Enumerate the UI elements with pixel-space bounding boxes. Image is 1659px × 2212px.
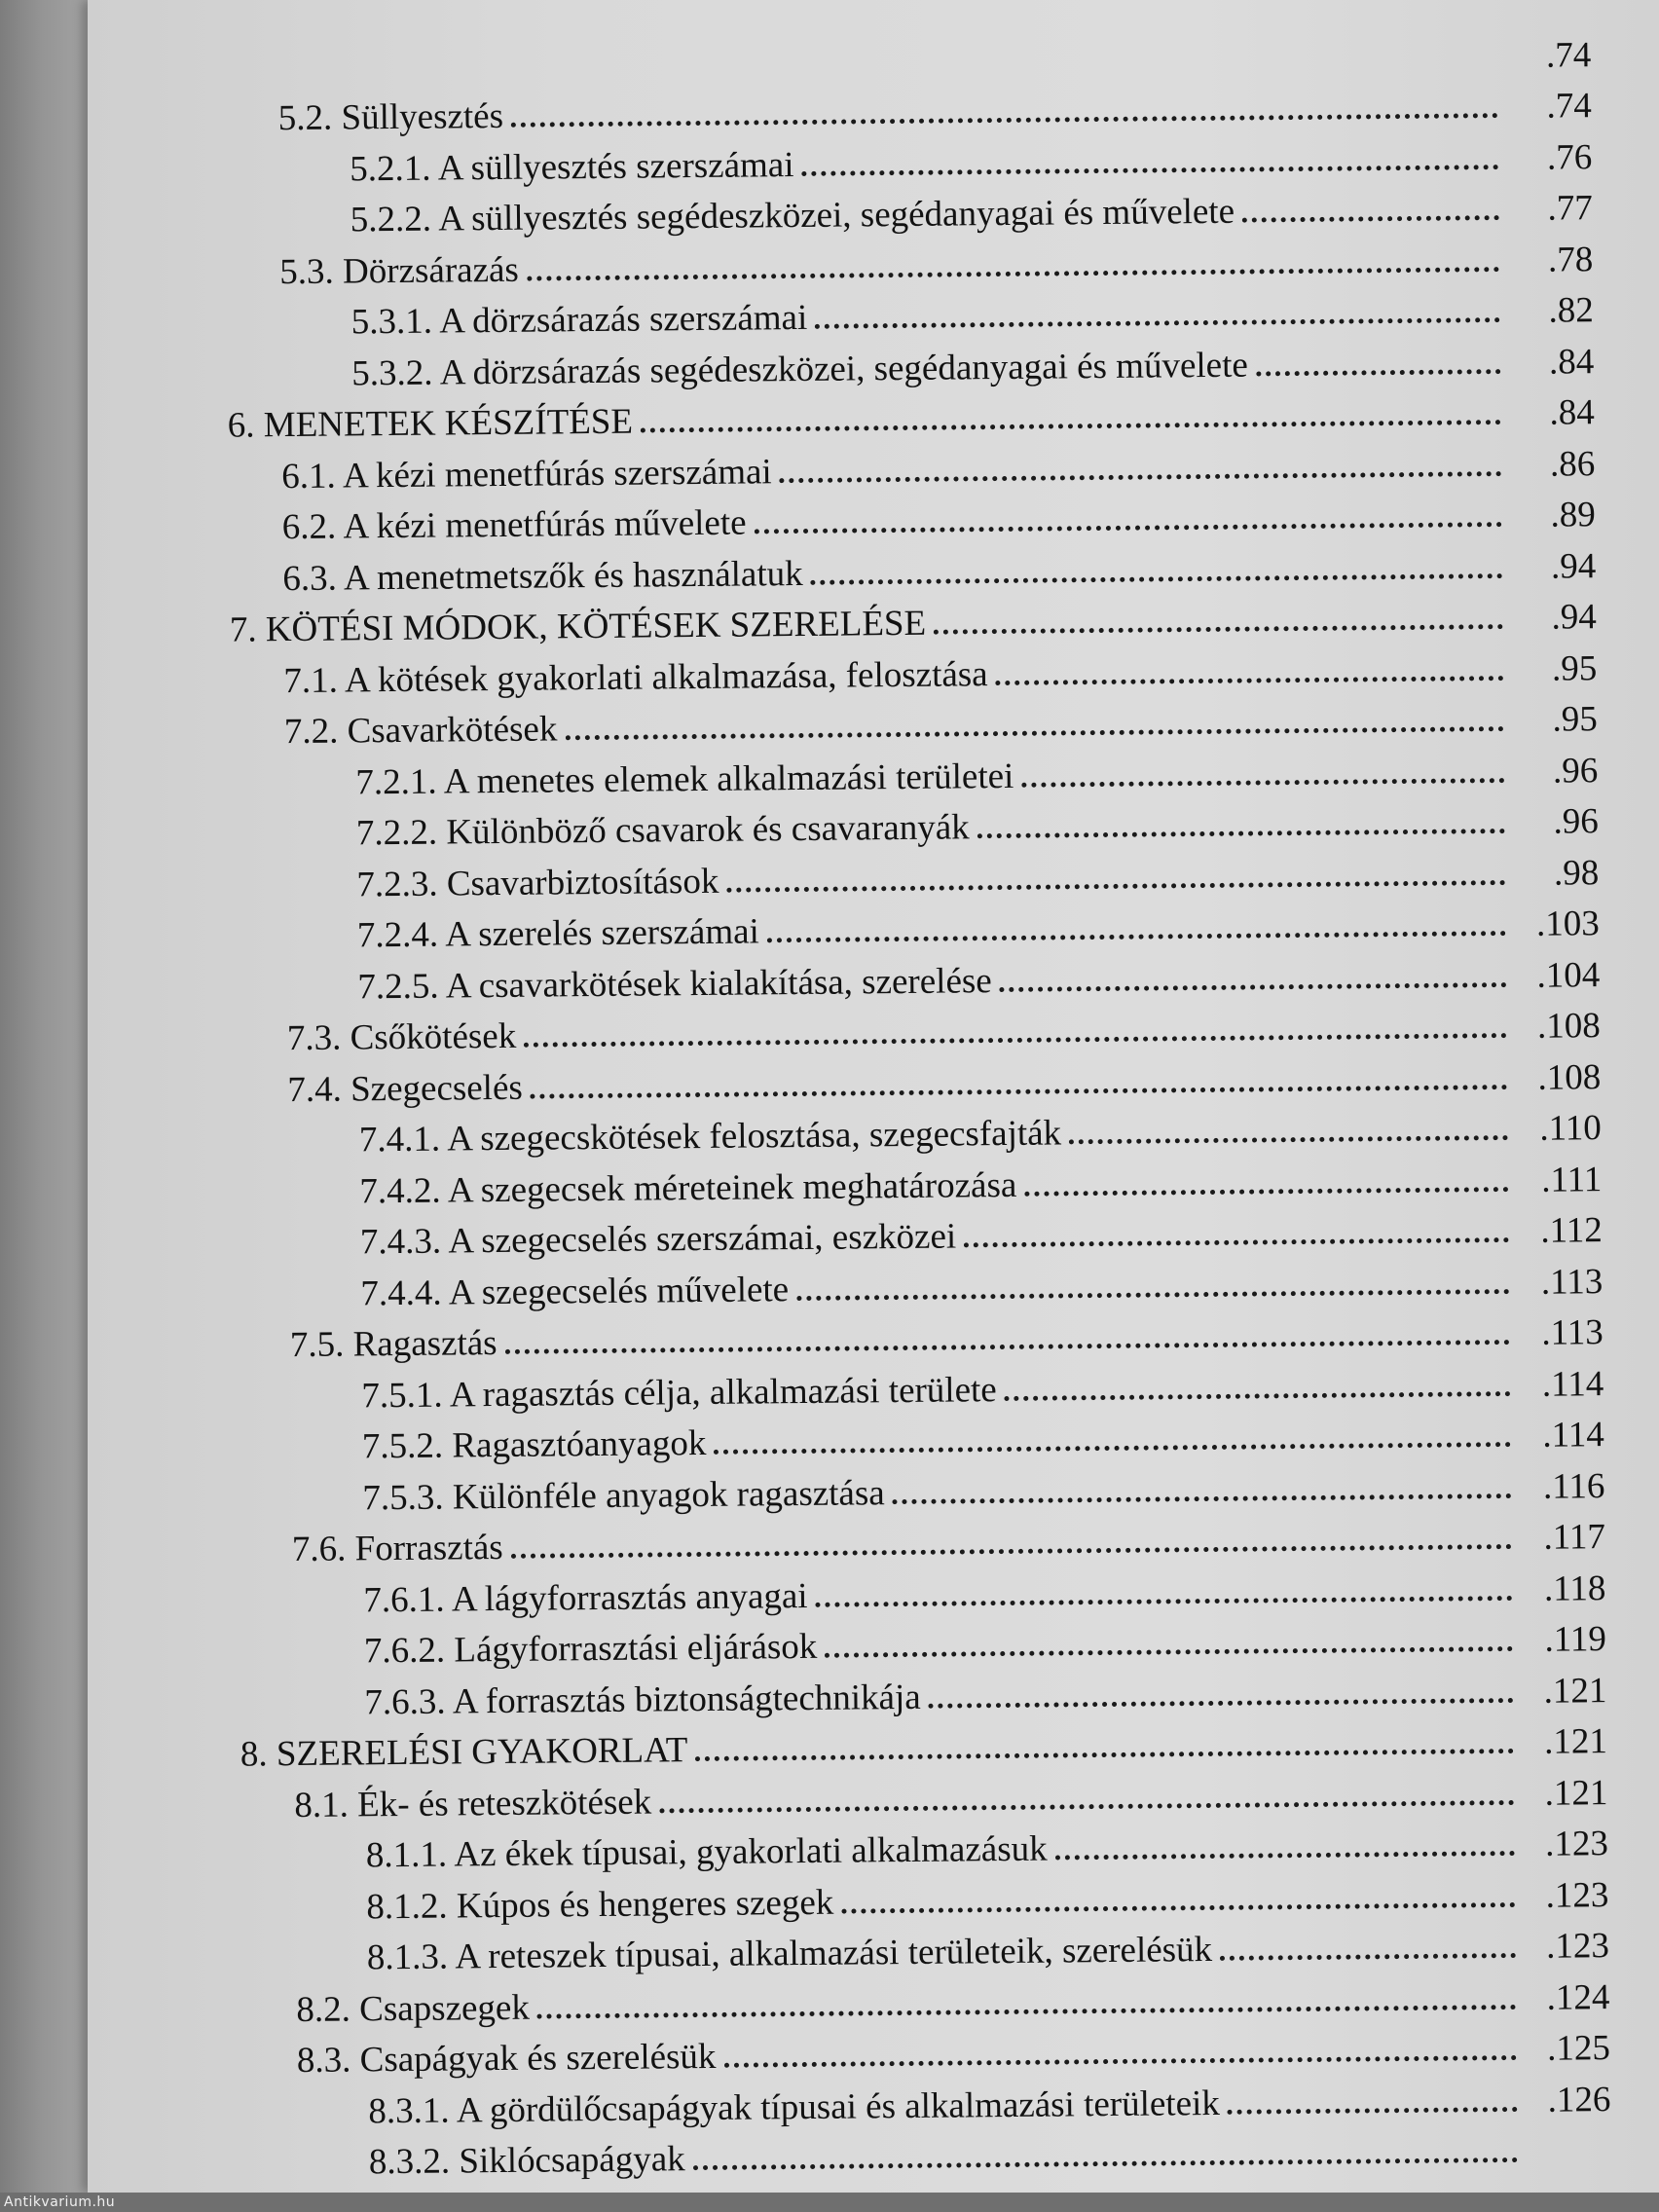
dot-leader [531,1051,1508,1099]
toc-entry-title: 7.2.5. A csavarkötések kialakítása, szerelése [357,960,992,1007]
toc-entry-page: .108 [1536,1006,1601,1047]
toc-entry-title: 7.6.2. Lágyforrasztási eljárások [363,1626,818,1672]
dot-leader [801,131,1498,176]
toc-entry-title: 8.1.3. A reteszek típusai, alkalmazási területeik, szerelésük [366,1930,1213,1978]
dot-leader [995,643,1503,685]
toc-entry-page: .123 [1544,1824,1609,1864]
dot-leader [754,489,1502,534]
toc-entry-title: 8.1.2. Kúpos és hengeres szegek [366,1882,834,1927]
dot-leader [524,1000,1507,1048]
toc-entry-page: .76 [1546,136,1593,178]
toc-entry-page: .95 [1551,647,1598,689]
dot-leader [767,898,1506,942]
dot-leader [999,949,1506,992]
toc-entry-page: .123 [1545,1874,1609,1916]
dot-leader [810,540,1502,585]
toc-entry-title: 8.1. Ék- és reteszkötések [294,1782,652,1825]
watermark: Antikvarium.hu [4,2194,116,2210]
toc-entry-title: 7.3. Csőkötések [286,1015,517,1059]
dot-leader [1220,1920,1516,1961]
toc-entry-page: .74 [1545,34,1592,76]
dot-leader [1021,745,1504,788]
dot-leader [723,2022,1517,2068]
dot-leader [714,1409,1511,1455]
toc-entry-title: 7.2.2. Különböző csavarok és csavaranyák [355,807,970,854]
toc-entry-title: 5.2.2. A süllyesztés segédeszközei, segédanyagai és művelete [350,191,1235,240]
toc-entry-title: 7.2.1. A menetes elemek alkalmazási területei [355,756,1014,802]
dot-leader [726,847,1505,893]
dot-leader [527,234,1500,281]
dot-leader [659,1767,1515,1813]
dot-leader [825,1613,1513,1658]
dot-leader [815,284,1500,329]
toc-entry-page: .110 [1539,1108,1603,1149]
toc-entry-title: 7.5.1. A ragasztás célja, alkalmazási területe [361,1369,997,1416]
dot-leader [695,1715,1514,1761]
toc-entry-title: 7.4.1. A szegecskötések felosztása, szegecsfajták [358,1113,1062,1161]
toc-entry-title: 8.2. Csapszegek [296,1987,531,2030]
toc-entry-title: 7. KÖTÉSI MÓDOK, KÖTÉSEK SZERELÉSE [229,603,927,650]
toc-entry-page: .96 [1553,801,1599,842]
toc-entry-page: .125 [1546,2028,1611,2069]
dot-leader [1054,1818,1515,1861]
toc-entry-title: 7.6.3. A forrasztás biztonságtechnikája [364,1677,921,1722]
dot-leader [1069,1102,1508,1144]
dot-leader [1024,1154,1508,1197]
dot-leader [1242,182,1499,223]
toc-entry-title: 7.4.2. A szegecsek méreteinek meghatározása [359,1164,1017,1211]
toc-entry-page: .103 [1535,903,1600,944]
toc-entry-title: 6.2. A kézi menetfúrás művelete [281,502,747,548]
toc-entry-page: .121 [1544,1772,1608,1814]
dot-leader [537,1972,1517,2019]
toc-entry-page: .94 [1550,545,1597,587]
toc-entry-title: 8. SZERELÉSI GYAKORLAT [240,1730,688,1775]
toc-entry-title: 6.3. A menetmetszők és használatuk [282,553,803,599]
toc-entry-page: .86 [1549,443,1596,485]
toc-entry-page: .94 [1551,597,1597,638]
toc-entry-title: 7.2.4. A szerelés szerszámai [356,911,760,956]
toc-entry-title: 7.5.3. Különféle anyagok ragasztása [362,1472,885,1518]
toc-entry-title: 5.2.1. A süllyesztés szerszámai [350,144,794,189]
dot-leader [511,80,1498,128]
dot-leader [510,1511,1511,1559]
toc-entry-page: .89 [1550,495,1596,535]
toc-entry-page: .82 [1548,290,1594,331]
toc-entry-page: .84 [1548,341,1595,383]
toc-entry-title: 5.2. Süllyesztés [277,95,504,139]
dot-leader [1004,1358,1510,1401]
toc-entry-page: .95 [1552,699,1598,740]
toc-entry-title: 7.6.1. A lágyforrasztás anyagai [363,1575,808,1620]
dot-leader [779,438,1501,483]
toc-entry-title: 5.3. Dörzsárazás [279,249,520,292]
toc-entry-page [1522,2171,1611,2172]
dot-leader [815,1563,1512,1607]
toc-entry-page: .114 [1542,1415,1605,1456]
toc-entry-title: 8.3.2. Siklócsapágyak [368,2139,685,2183]
dot-leader [641,387,1501,432]
toc-entry-title: 6.1. A kézi menetfúrás szerszámai [281,451,772,497]
toc-entry-title: 7.4.3. A szegecselés szerszámai, eszközei [359,1216,957,1263]
dot-leader [692,2124,1518,2170]
toc-entry-title: 5.3.2. A dörzsárazás segédeszközei, segédanyagai és művelete [351,345,1248,393]
toc-entry-page: .121 [1543,1721,1608,1762]
toc-entry-title: 7.1. A kötések gyakorlati alkalmazása, felosztása [283,653,988,701]
toc-entry-page: .74 [1546,86,1592,127]
toc-entry-page: .126 [1547,2079,1611,2120]
toc-entry-page: .118 [1543,1567,1606,1609]
dot-leader [892,1460,1511,1504]
toc-entry-title: 7.4.4. A szegecselés művelete [360,1269,790,1313]
dot-leader [841,1869,1515,1914]
toc-entry-page: .114 [1541,1363,1604,1405]
toc-entry-title: 7.2. Csavarkötések [283,709,558,753]
dot-leader [934,591,1503,635]
dot-leader [504,1307,1510,1354]
dot-leader [964,1204,1509,1247]
toc-entry-page: .96 [1552,750,1599,792]
toc-entry-page: .84 [1549,392,1595,433]
toc-entry-page: .98 [1553,852,1600,894]
toc-entry-title: 5.3.1. A dörzsárazás szerszámai [350,297,808,343]
toc-entry-page: .108 [1537,1056,1602,1098]
toc-entry-page: .78 [1547,239,1594,280]
toc-entry-page: .113 [1541,1312,1604,1353]
table-of-contents [88,24,1659,2186]
toc-entry-page: .112 [1540,1210,1604,1251]
dot-leader [796,1256,1510,1301]
dot-leader [1228,2074,1518,2115]
toc-entry-title: 7.4. Szegecselés [287,1067,524,1110]
toc-entry-page: .111 [1541,1159,1603,1200]
toc-entry-page: .113 [1540,1261,1604,1303]
toc-entry-title: 8.3.1. A gördülőcsapágyak típusai és alkalmazási területeik [368,2083,1221,2131]
toc-entry-title: 6. MENETEK KÉSZÍTÉSE [227,401,634,446]
toc-entry-title: 7.5.2. Ragasztóanyagok [361,1422,707,1467]
dot-leader [977,795,1505,838]
dot-leader [565,693,1504,740]
book-page [88,0,1659,2193]
toc-entry-page: .104 [1536,954,1601,996]
toc-entry-page: .117 [1543,1517,1606,1558]
toc-entry-title: 7.2.3. Csavarbiztosítások [356,861,719,904]
toc-entry-page: .124 [1546,1976,1610,2018]
dot-leader [1256,336,1501,376]
toc-entry-page: .119 [1544,1619,1607,1660]
dot-leader [928,1665,1513,1709]
toc-entry-page: .123 [1545,1926,1610,1967]
toc-entry-title: 8.3. Csapágyak és szerelésük [296,2036,717,2082]
toc-entry-title: 7.5. Ragasztás [289,1323,498,1366]
footer-bar [0,2193,1659,2212]
toc-entry-page: .121 [1543,1670,1607,1712]
toc-entry-title: 8.1.1. Az ékek típusai, gyakorlati alkalmazásuk [365,1828,1048,1876]
toc-entry-page: .116 [1542,1465,1605,1507]
toc-entry-title: 7.6. Forrasztás [291,1527,503,1570]
toc-entry-page: .77 [1547,188,1593,229]
